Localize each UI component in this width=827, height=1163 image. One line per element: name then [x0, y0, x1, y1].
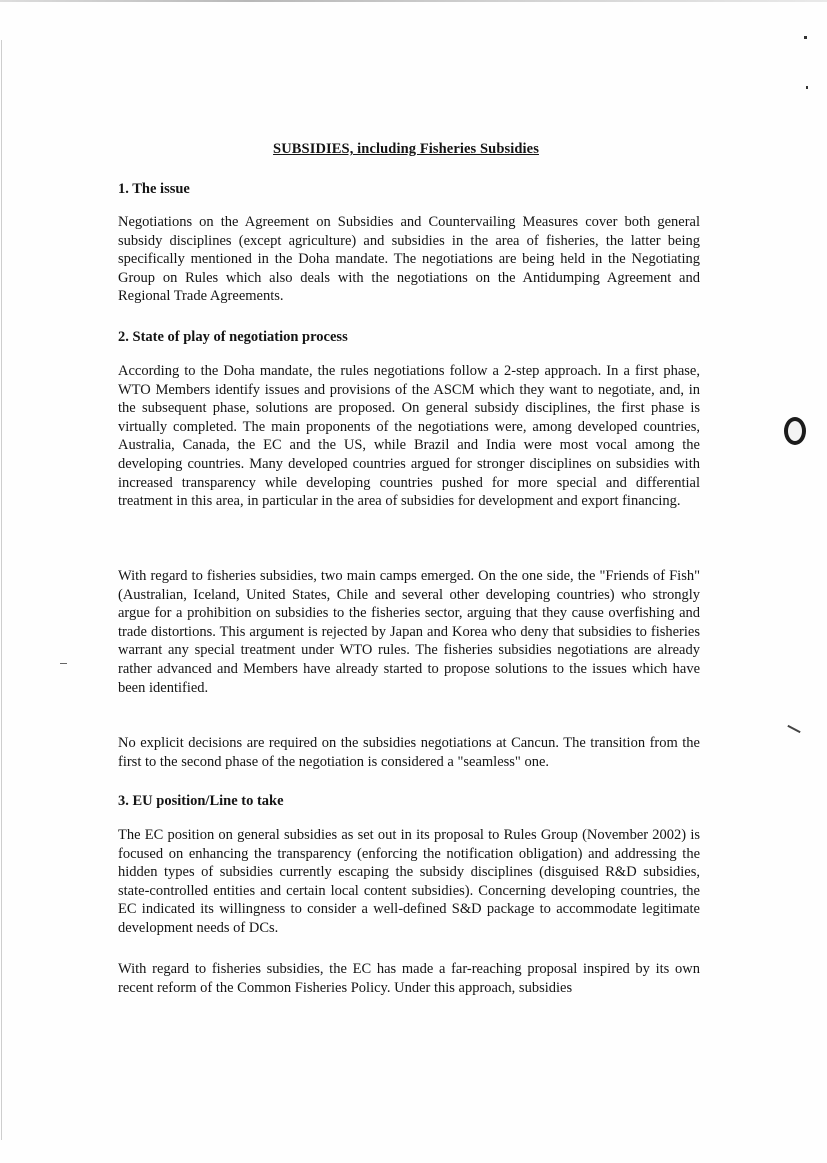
section-heading-eu-position: 3. EU position/Line to take	[118, 793, 284, 809]
document-title: SUBSIDIES, including Fisheries Subsidies	[273, 141, 539, 157]
paragraph-issue: Negotiations on the Agreement on Subsidies and Countervailing Measures cover both general subsidy disciplines (except agriculture) and subsidies in the area of fisheries, the latter being specifically mentioned in the Doha mandate. The negotiations are being held in the Negotiating Group on Rules which also deals with the negotiations on the Antidumping Agreement and Regional Trade Agreements.	[118, 214, 700, 305]
paragraph-fisheries-camps: With regard to fisheries subsidies, two main camps emerged. On the one side, the "Friends of Fish" (Australian, Iceland, United States, Chile and several other developing countries) who strongly argue for a prohibition on subsidies to the fisheries sector, arguing that they cause overfishing and trade distortions. This argument is rejected by Japan and Korea who deny that subsidies to fisheries warrant any special treatment under WTO rules. The fisheries subsidies negotiations are already rather advanced and Members have already started to propose solutions to the issues which have been identified.	[118, 568, 700, 696]
scan-speck	[60, 663, 67, 664]
scan-margin-line	[1, 40, 2, 1140]
scan-edge-artifact	[0, 0, 827, 2]
paragraph-doha-mandate: According to the Doha mandate, the rules negotiations follow a 2-step approach. In a first phase, WTO Members identify issues and provisions of the ASCM which they want to negotiate, and, in the subsequent phase, solutions are proposed. On general subsidy disciplines, the first phase is virtually completed. The main proponents of the negotiations were, among developed countries, Australia, Canada, the EC and the US, while Brazil and India were most vocal among the developing countries. Many developed countries argued for stronger disciplines on subsidies with increased transparency while developing countries pushed for more special and differential treatment in this area, in particular in the area of subsidies for development and export financing.	[118, 363, 700, 510]
punch-hole-mark	[784, 417, 806, 445]
scan-speck	[806, 86, 808, 89]
paragraph-cancun: No explicit decisions are required on the subsidies negotiations at Cancun. The transition from the first to the second phase of the negotiation is considered a "seamless" one.	[118, 735, 700, 770]
paragraph-ec-fisheries: With regard to fisheries subsidies, the EC has made a far-reaching proposal inspired by its own recent reform of the Common Fisheries Policy. Under this approach, subsidies	[118, 961, 700, 996]
section-heading-state-of-play: 2. State of play of negotiation process	[118, 329, 348, 345]
paragraph-ec-general-subsidies: The EC position on general subsidies as set out in its proposal to Rules Group (November 2002) is focused on enhancing the transparency (enforcing the notification obligation) and addressing the hidden types of subsidies currently escaping the subsidy disciplines (disguised R&D subsidies, state-controlled entities and certain local content subsidies). Concerning developing countries, the EC indicated its willingness to consider a well-defined S&D package to accommodate legitimate development needs of DCs.	[118, 827, 700, 936]
scan-speck	[787, 725, 800, 733]
section-heading-issue: 1. The issue	[118, 181, 190, 197]
scan-speck	[804, 36, 807, 39]
